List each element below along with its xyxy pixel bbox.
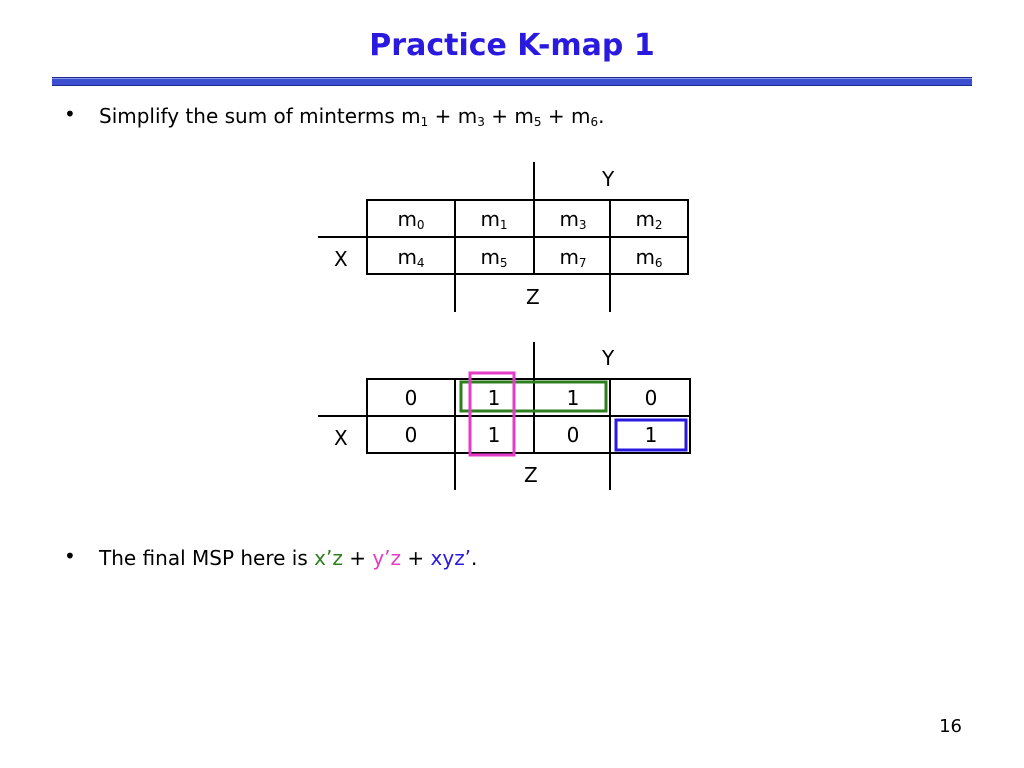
kmap2-cell-value: 1	[644, 423, 658, 447]
slide-title: Practice K-map 1	[369, 28, 655, 63]
kmap2-label-x: X	[334, 426, 348, 450]
kmap2-cell-value: 0	[404, 423, 418, 447]
kmap2-cell-value: 1	[566, 386, 580, 410]
bullet-text: The final MSP here is x’z + y’z + xyz’.	[99, 546, 478, 570]
kmap2-label-y: Y	[602, 346, 615, 370]
kmap1-label-x: X	[334, 247, 348, 271]
kmap2-cell-value: 0	[644, 386, 658, 410]
term-xyzprime: xyz’	[430, 546, 472, 570]
kmap2-label-z: Z	[524, 463, 538, 487]
kmap1-cell-m0: $m_0$	[397, 207, 425, 232]
kmap2-cell-value: 0	[566, 423, 580, 447]
kmap1-cell-m5: $m_5$	[480, 245, 508, 270]
term-yprime-z: y’z	[372, 546, 402, 570]
kmap1-cell-m7: $m_7$	[559, 245, 587, 270]
kmap1-cell-m2: $m_2$	[635, 207, 663, 232]
bullet-dot: •	[64, 544, 76, 568]
kmap1-cell-m6: $m_6$	[635, 245, 663, 270]
bullet-dot: •	[64, 102, 76, 126]
kmap2-cell-value: 1	[487, 386, 501, 410]
kmap2-cell-value: 0	[404, 386, 418, 410]
kmap2-cell-value: 1	[487, 423, 501, 447]
page-number: 16	[939, 716, 962, 737]
bullet-text: Simplify the sum of minterms $m_1 + m_3 + m_5 + m_6$.	[99, 104, 605, 129]
kmap1-cell-m4: $m_4$	[397, 245, 425, 270]
kmap1-cell-m3: $m_3$	[559, 207, 587, 232]
kmap1-label-z: Z	[526, 285, 540, 309]
kmap1-label-y: Y	[602, 167, 615, 191]
term-xprime-z: x’z	[314, 546, 343, 570]
kmap1-cell-m1: $m_1$	[480, 207, 508, 232]
